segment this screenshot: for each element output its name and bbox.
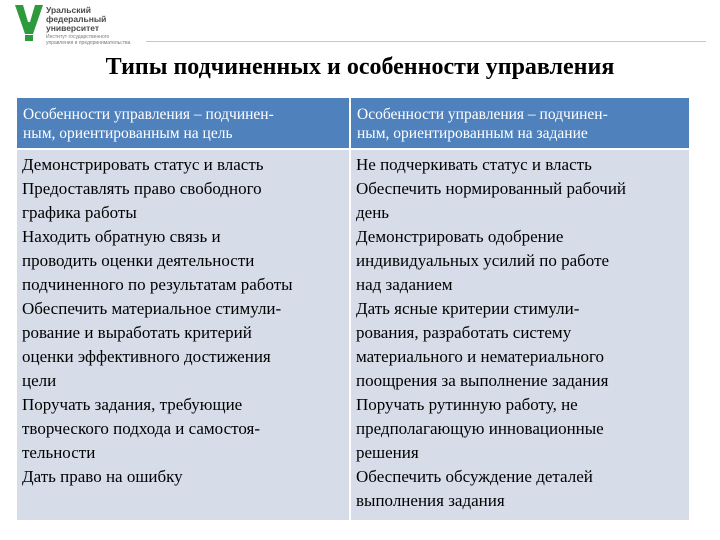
cell-line: Дать ясные критерии стимули-	[356, 299, 580, 318]
goal-oriented-cell	[17, 150, 349, 520]
logo-subtitle-line: Институт государственного	[46, 34, 110, 40]
cell-line: над заданием	[356, 275, 453, 294]
cell-line: индивидуальных усилий по работе	[356, 251, 610, 270]
cell-line: решения	[356, 443, 419, 462]
cell-line: тельности	[22, 443, 96, 462]
cell-line: Демонстрировать одобрение	[356, 227, 564, 246]
header-divider	[146, 41, 706, 42]
cell-line: Обеспечить обсуждение деталей	[356, 467, 593, 486]
cell-line: материального и нематериального	[356, 347, 605, 366]
logo-text-line: университет	[46, 23, 100, 33]
cell-line: рование и выработать критерий	[22, 323, 252, 342]
cell-line: проводить оценки деятельности	[22, 251, 255, 270]
cell-line: предполагающую инновационные	[356, 419, 604, 438]
header-line: ным, ориентированным на задание	[357, 125, 588, 142]
cell-line: Демонстрировать статус и власть	[22, 155, 264, 174]
cell-line: выполнения задания	[356, 491, 505, 510]
logo-text-line: Уральский	[46, 5, 91, 15]
header-line: Особенности управления – подчинен-	[23, 106, 274, 123]
logo-subtitle-line: управления и предпринимательства	[46, 39, 131, 46]
header-goal-oriented	[17, 98, 349, 150]
cell-line: Обеспечить нормированный рабочий	[356, 179, 627, 198]
table-body-row	[17, 150, 689, 520]
management-features-table	[15, 98, 691, 520]
cell-line: творческого подхода и самостоя-	[22, 419, 260, 438]
cell-line: Дать право на ошибку	[22, 467, 183, 486]
cell-line: Не подчеркивать статус и власть	[356, 155, 592, 174]
university-logo	[14, 4, 154, 46]
cell-line: графика работы	[22, 203, 137, 222]
cell-line: рования, разработать систему	[356, 323, 572, 342]
cell-line: Предоставлять право свободного	[22, 179, 262, 198]
urfu-logo-mark-icon	[14, 4, 44, 42]
cell-line: Поручать рутинную работу, не	[356, 395, 578, 414]
cell-line: день	[356, 203, 390, 222]
logo-text-line: федеральный	[46, 14, 107, 24]
cell-line: оценки эффективного достижения	[22, 347, 271, 366]
slide-title: Типы подчиненных и особенности управления	[105, 54, 615, 80]
cell-line: Обеспечить материальное стимули-	[22, 299, 282, 318]
table-header-row	[17, 98, 689, 150]
cell-line: подчиненного по результатам работы	[22, 275, 293, 294]
header-line: Особенности управления – подчинен-	[357, 106, 608, 123]
cell-line: поощрения за выполнение задания	[356, 371, 609, 390]
header-line: ным, ориентированным на цель	[23, 125, 233, 142]
cell-line: Поручать задания, требующие	[22, 395, 243, 414]
task-oriented-cell	[351, 150, 689, 520]
header-task-oriented	[351, 98, 689, 150]
cell-line: цели	[22, 371, 57, 390]
cell-line: Находить обратную связь и	[22, 227, 221, 246]
